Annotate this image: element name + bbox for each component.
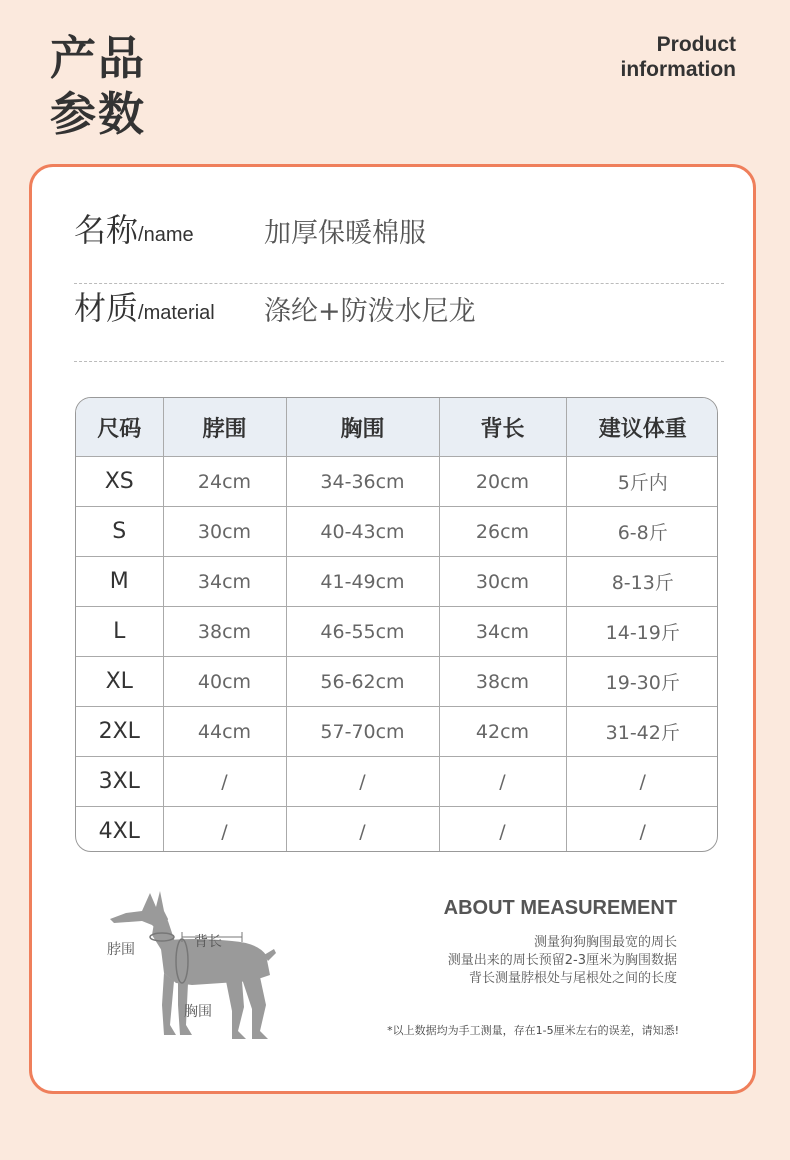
cell-weight: 5斤内 <box>566 457 718 507</box>
page-title-cn <box>50 30 146 142</box>
cell-neck: 44cm <box>163 707 286 757</box>
cell-chest: 56-62cm <box>286 657 439 707</box>
title-en-line-2: information <box>620 58 736 81</box>
table-header-row <box>76 398 718 457</box>
cell-weight: 6-8斤 <box>566 507 718 557</box>
cell-size: S <box>76 507 163 557</box>
size-table <box>75 397 718 852</box>
cell-neck: / <box>163 807 286 853</box>
cell-neck: 34cm <box>163 557 286 607</box>
cell-chest: 34-36cm <box>286 457 439 507</box>
title-line-2: 参数 <box>50 87 146 141</box>
material-row <box>74 283 724 362</box>
cell-back: 34cm <box>439 607 566 657</box>
table-row <box>76 457 718 507</box>
dog-label-neck: 脖围 <box>107 942 135 958</box>
material-label <box>74 283 215 329</box>
measurement-line-3: 背长测量脖根处与尾根处之间的长度 <box>468 971 677 986</box>
cell-size: 3XL <box>76 757 163 807</box>
name-label-cn: 名称 <box>74 211 139 249</box>
table-row <box>76 757 718 807</box>
cell-weight: 31-42斤 <box>566 707 718 757</box>
cell-weight: / <box>566 807 718 853</box>
cell-weight: 19-30斤 <box>566 657 718 707</box>
cell-chest: / <box>286 757 439 807</box>
measurement-title: ABOUT MEASUREMENT <box>443 897 677 919</box>
cell-back: 38cm <box>439 657 566 707</box>
dog-silhouette-icon <box>102 885 282 1055</box>
cell-size: 2XL <box>76 707 163 757</box>
table-row <box>76 807 718 853</box>
cell-back: 42cm <box>439 707 566 757</box>
cell-back: 26cm <box>439 507 566 557</box>
table-row <box>76 507 718 557</box>
page-title-en <box>621 32 737 82</box>
cell-neck: / <box>163 757 286 807</box>
dog-label-back: 背长 <box>194 934 222 950</box>
cell-neck: 24cm <box>163 457 286 507</box>
material-label-cn: 材质 <box>74 289 139 327</box>
table-row <box>76 557 718 607</box>
cell-size: 4XL <box>76 807 163 853</box>
cell-size: M <box>76 557 163 607</box>
cell-back: / <box>439 807 566 853</box>
header-weight: 建议体重 <box>566 398 718 457</box>
name-label <box>74 205 194 251</box>
measurement-note: *以上数据均为手工测量，存在1-5厘米左右的误差，请知悉! <box>387 1024 679 1037</box>
table-row <box>76 607 718 657</box>
cell-neck: 38cm <box>163 607 286 657</box>
header-chest: 胸围 <box>286 398 439 457</box>
cell-neck: 40cm <box>163 657 286 707</box>
cell-weight: 8-13斤 <box>566 557 718 607</box>
title-en-line-1: Product <box>656 33 736 56</box>
cell-size: XL <box>76 657 163 707</box>
cell-back: 30cm <box>439 557 566 607</box>
table-row <box>76 657 718 707</box>
cell-weight: 14-19斤 <box>566 607 718 657</box>
header-neck: 脖围 <box>163 398 286 457</box>
cell-weight: / <box>566 757 718 807</box>
measurement-line-2: 测量出来的周长预留2-3厘米为胸围数据 <box>447 953 677 968</box>
title-line-1: 产品 <box>50 31 146 85</box>
info-card <box>29 164 756 1094</box>
cell-chest: 40-43cm <box>286 507 439 557</box>
dog-label-chest: 胸围 <box>184 1004 212 1020</box>
cell-chest: 41-49cm <box>286 557 439 607</box>
name-row <box>74 205 724 284</box>
measurement-line-1: 测量狗狗胸围最宽的周长 <box>533 935 677 950</box>
name-value: 加厚保暖棉服 <box>264 218 426 249</box>
cell-chest: 46-55cm <box>286 607 439 657</box>
cell-back: / <box>439 757 566 807</box>
cell-size: L <box>76 607 163 657</box>
material-value: 涤纶+防泼水尼龙 <box>264 296 476 327</box>
table-row <box>76 707 718 757</box>
header-back: 背长 <box>439 398 566 457</box>
cell-chest: / <box>286 807 439 853</box>
name-label-en: /name <box>138 224 194 246</box>
material-label-en: /material <box>138 302 215 324</box>
cell-neck: 30cm <box>163 507 286 557</box>
dog-measurement-illustration <box>102 885 282 1055</box>
cell-size: XS <box>76 457 163 507</box>
cell-back: 20cm <box>439 457 566 507</box>
cell-chest: 57-70cm <box>286 707 439 757</box>
header-size: 尺码 <box>76 398 163 457</box>
